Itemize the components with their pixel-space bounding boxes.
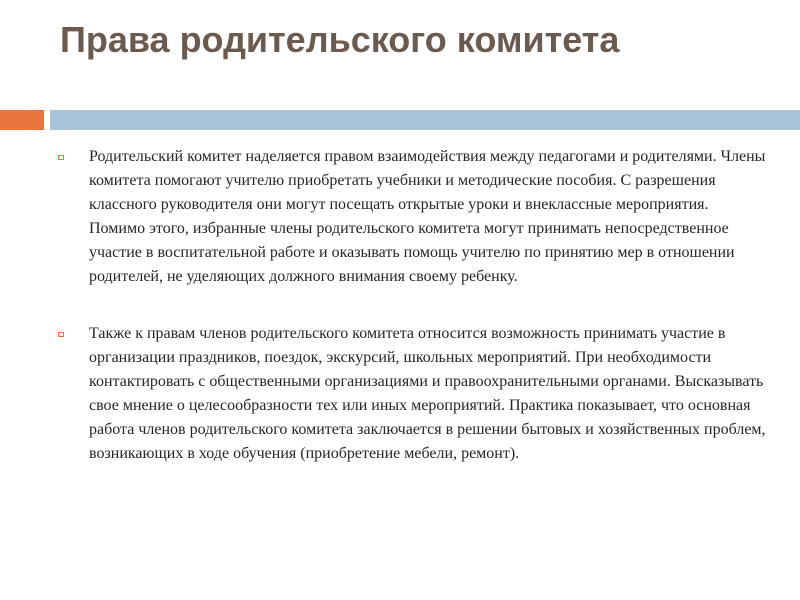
title-accent-bar [0, 110, 44, 130]
slide-title: Права родительского комитета [60, 19, 620, 60]
slide-content [56, 145, 768, 466]
bullet-text: Также к правам членов родительского комитета относится возможность принимать участие в организации праздников, поездок, экскурсий, школьных мероприятий. При необходимости контактировать с общественными организациями и правоохранительными органами. Высказывать свое мнение о целесообразности тех или иных мероприятий. Практика показывает, что основная работа членов родительского комитета заключается в решении бытовых и хозяйственных проблем, возникающих в ходе обучения (приобретение мебели, ремонт). [89, 325, 766, 462]
title-rule-bar [50, 110, 800, 130]
bullet-text: Родительский комитет наделяется правом взаимодействия между педагогами и родителями. Члены комитета помогают учителю приобретать учебники и методические пособия. С разрешения классного руководителя они могут посещать открытые уроки и внеклассные мероприятия. Помимо этого, избранные члены родительского комитета могут принимать непосредственное участие в воспитательной работе и оказывать помощь учителю по принятию мер в отношении родителей, не уделяющих должного внимания своему ребенку. [89, 148, 766, 285]
bullet-item [56, 322, 768, 466]
square-bullet-icon [58, 155, 64, 160]
square-bullet-icon [58, 332, 64, 337]
bullet-item [56, 145, 768, 289]
